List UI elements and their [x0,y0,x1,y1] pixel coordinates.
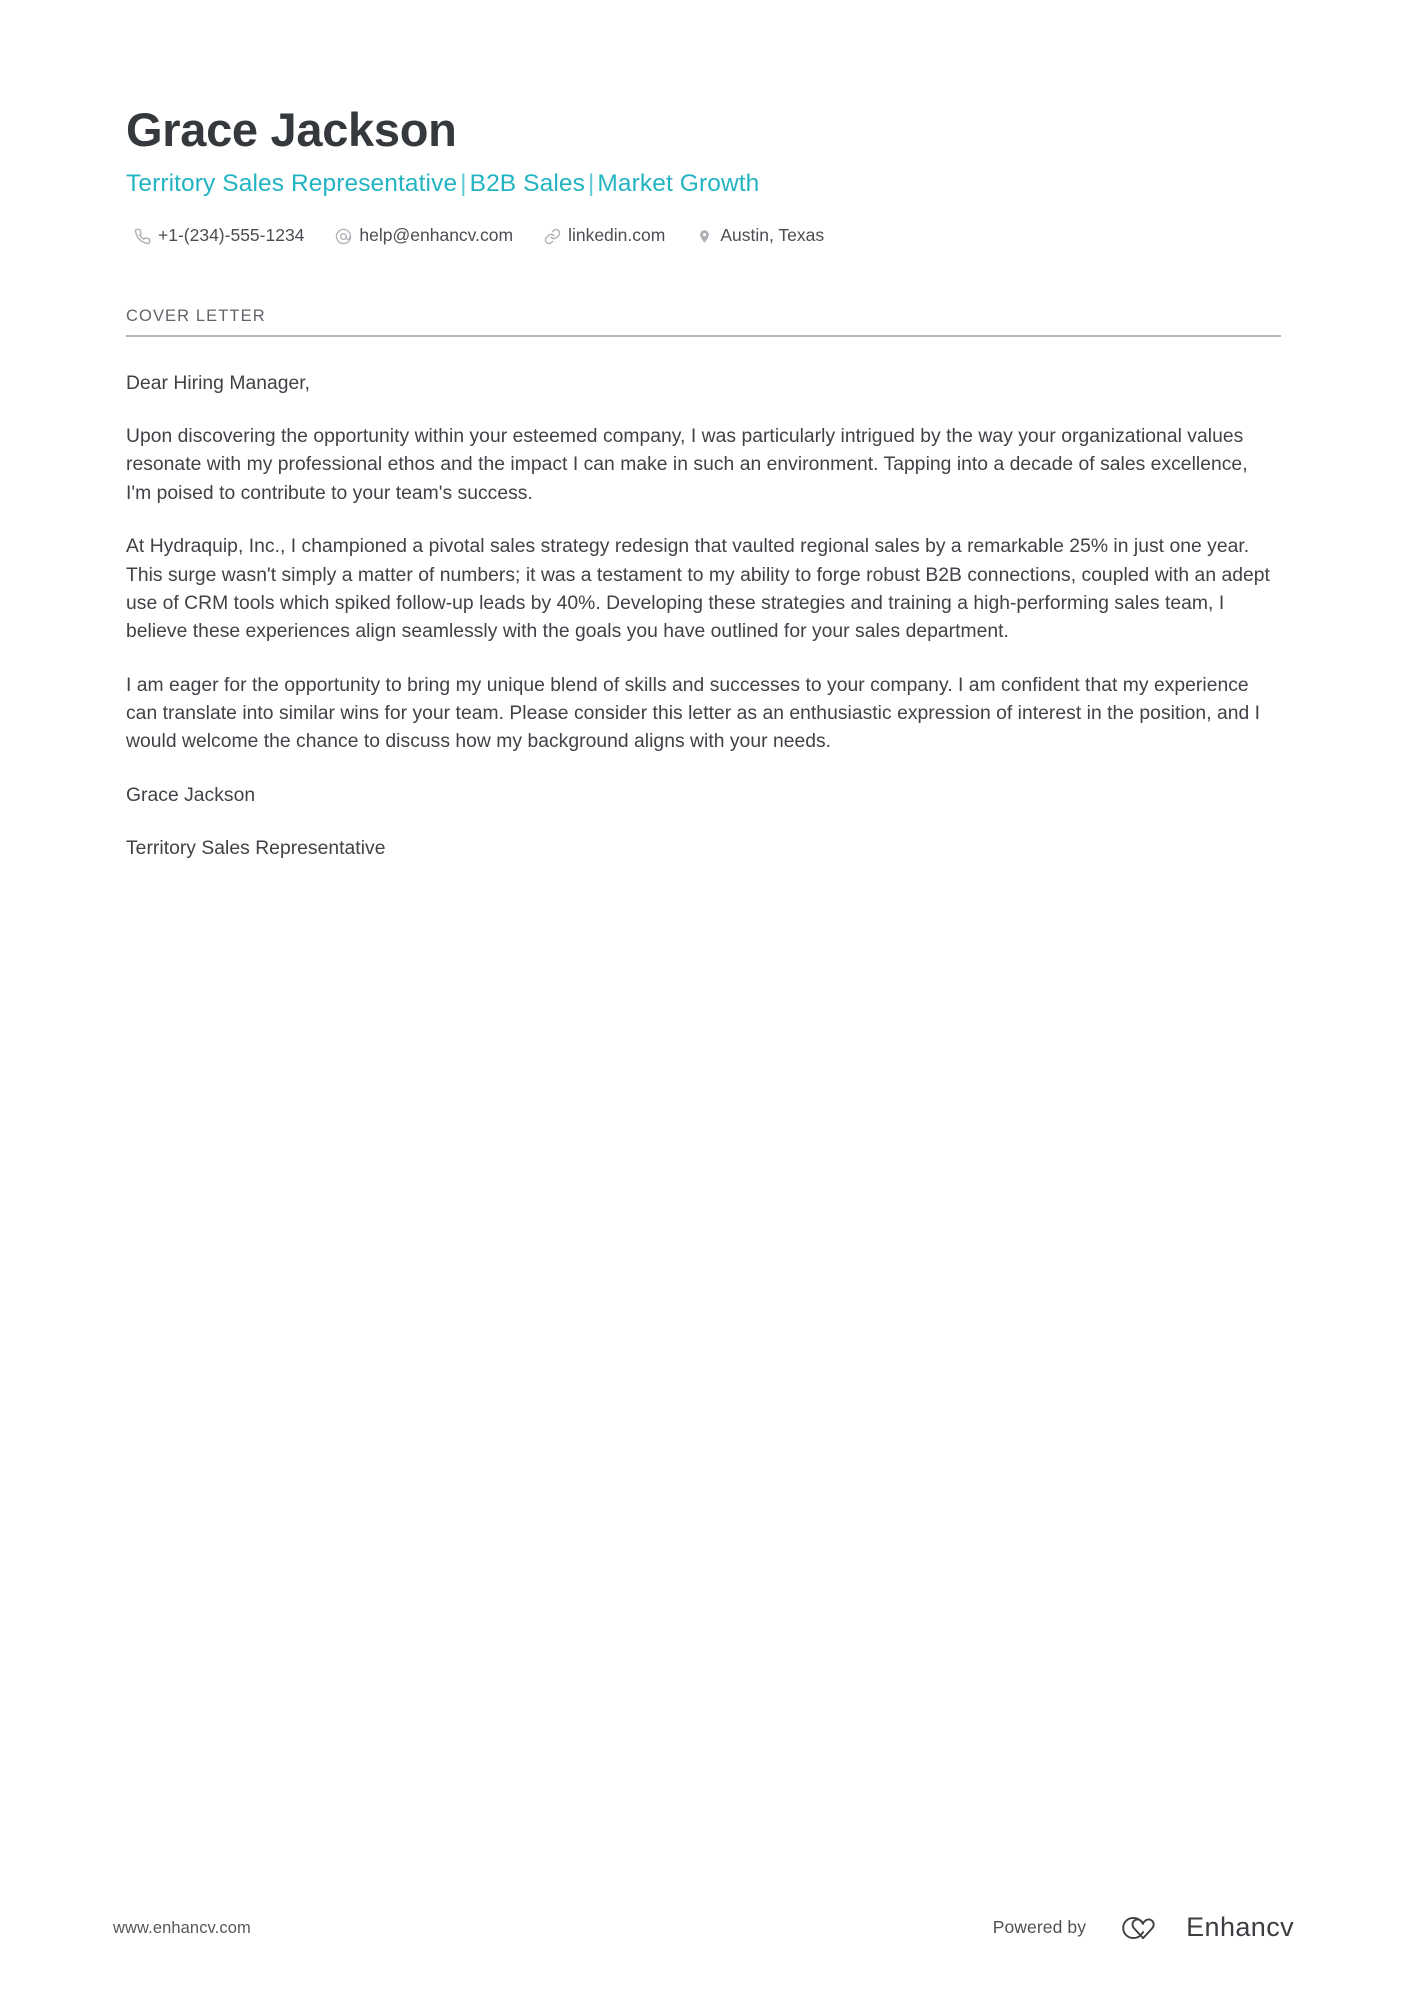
headline-part-1: Territory Sales Representative [126,169,458,197]
letter-signature-title: Territory Sales Representative [126,838,386,860]
letter-salutation: Dear Hiring Manager, [126,372,311,394]
email-icon [335,228,352,245]
contact-phone[interactable] [134,227,304,245]
document-header [126,0,1281,245]
contact-linkedin[interactable] [544,227,665,245]
headline-part-2: B2B Sales [469,169,585,197]
link-icon [544,228,561,245]
powered-by-label: Powered by [992,1917,1087,1937]
contact-email[interactable] [335,227,513,245]
letter-paragraph-2: At Hydraquip, Inc., I championed a pivotal sales strategy redesign that vaulted regional sales by a remarkable 25% in just one year. This surge wasn't simply a matter of numbers; it was a testament to my ability to forge robust B2B connections, coupled with an adept use of CRM tools which spiked follow-up leads by 40%. Developing these strategies and training a high-performing sales team, I believe these experiences align seamlessly with the goals you have outlined for your sales department. [126,536,1270,643]
contact-phone-value: +1-(234)-555-1234 [158,225,305,246]
headline-separator-2: | [587,169,595,197]
cover-letter-section [126,307,1281,864]
section-title: COVER LETTER [126,306,266,325]
page-footer [0,1875,1410,1995]
candidate-headline [126,169,1281,200]
location-pin-icon [696,228,713,245]
phone-icon [134,228,151,245]
contact-row [126,227,1281,245]
letter-paragraph-1: Upon discovering the opportunity within your esteemed company, I was particularly intrigued by the way your organizational values resonate with my professional ethos and the impact I can make in such an environment. Tapping into a decade of sales excellence, I'm poised to contribute to your team's success. [126,426,1248,504]
letter-signature-name: Grace Jackson [126,784,256,806]
contact-location-value: Austin, Texas [720,225,825,246]
enhancv-logo-icon [1116,1913,1172,1943]
contact-email-value: help@enhancv.com [359,225,514,246]
footer-branding [993,1912,1294,1943]
footer-website-url[interactable]: www.enhancv.com [113,1919,251,1937]
contact-linkedin-value: linkedin.com [568,225,666,246]
contact-location [696,227,824,245]
enhancv-brand-name: Enhancv [1186,1912,1294,1942]
headline-part-3: Market Growth [597,169,760,197]
headline-separator-1: | [460,169,467,197]
page-content [126,0,1281,863]
candidate-name: Grace Jackson [126,103,457,156]
letter-paragraph-3: I am eager for the opportunity to bring my unique blend of skills and successes to your company. I am confident that my experience can translate into similar wins for your team. Please consider this letter as an enthusiastic expression of interest in the position, and I would welcome the chance to discuss how my background aligns with your needs. [126,674,1261,753]
letter-body [126,337,1281,864]
